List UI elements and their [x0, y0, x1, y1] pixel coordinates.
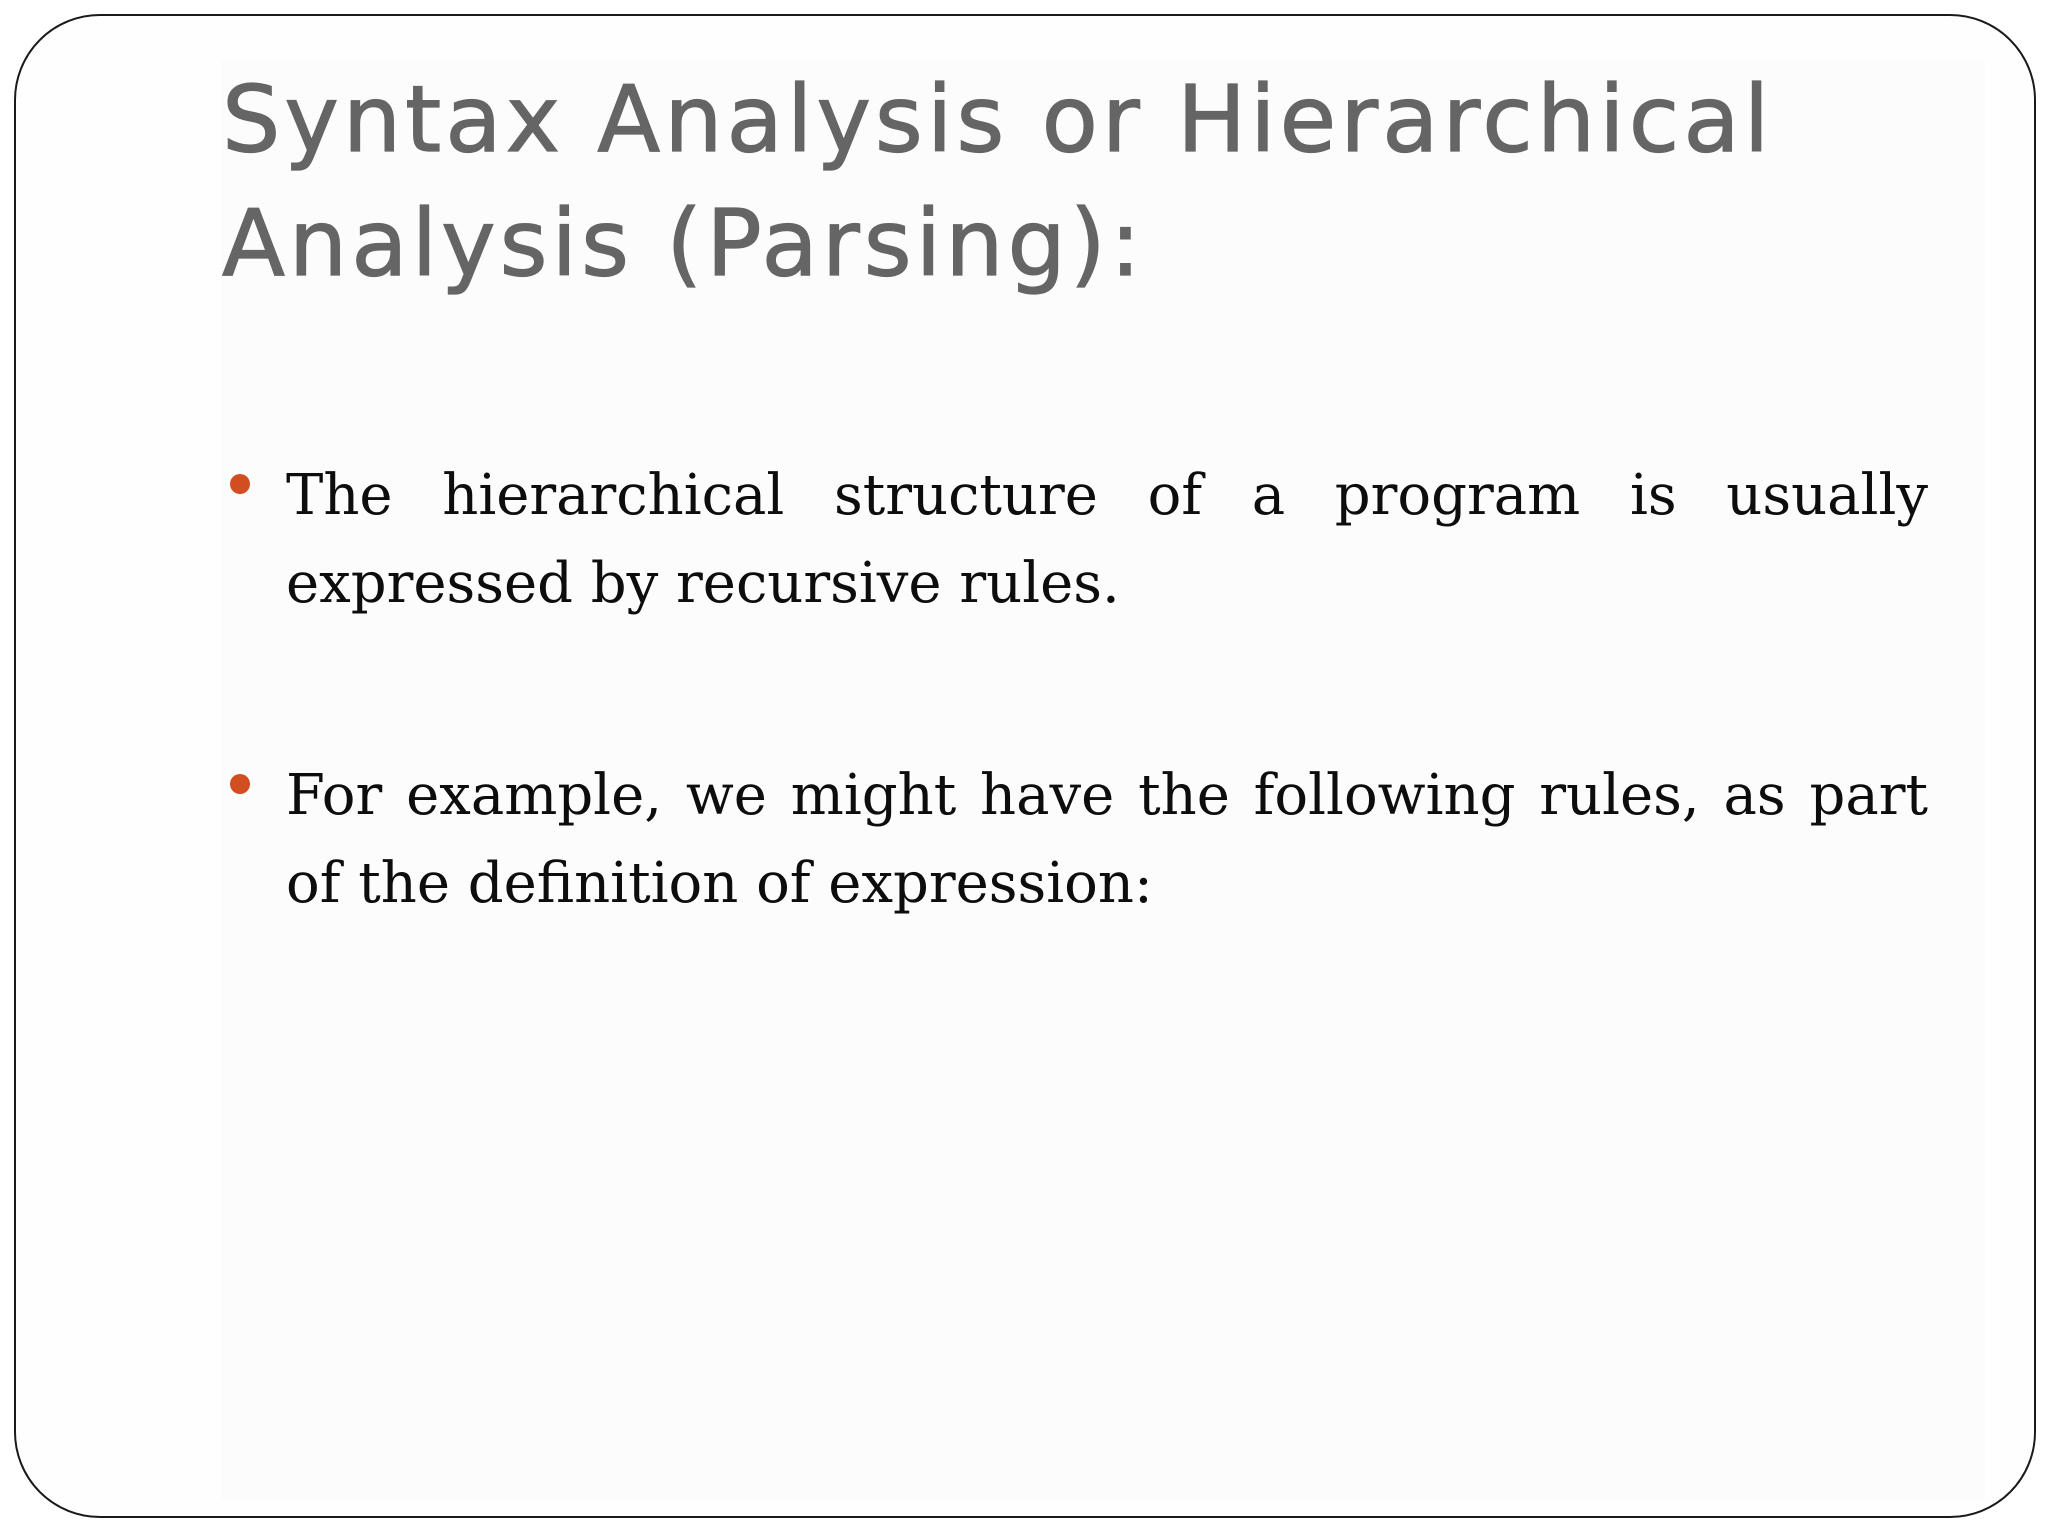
- slide-title: Syntax Analysis or Hierarchical Analysis (Parsing):: [222, 66, 1774, 297]
- bullet-item: [222, 752, 1928, 928]
- bullet-text: For example, we might have the following rules, as part of the definition of expression:: [286, 763, 1928, 916]
- bullet-dot-icon: [230, 474, 250, 494]
- bullet-dot-icon: [230, 774, 250, 794]
- bullet-text: The hierarchical structure of a program is usually expressed by recursive rules.: [286, 463, 1928, 616]
- bullet-item: [222, 452, 1928, 628]
- bullet-list: [222, 452, 1928, 1052]
